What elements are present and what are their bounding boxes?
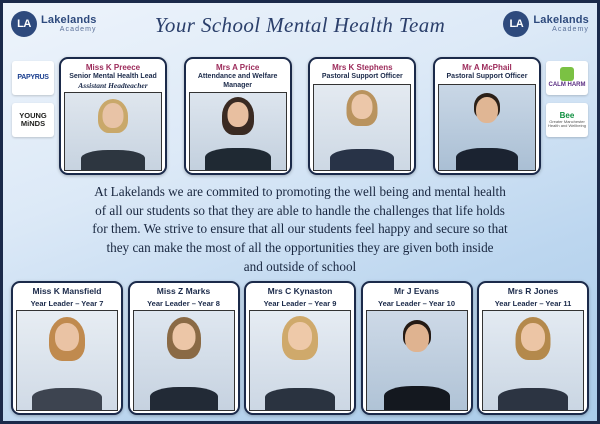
staff-card [11, 281, 123, 415]
staff-photo [366, 310, 468, 411]
staff-role: Year Leader – Year 9 [263, 298, 337, 308]
staff-role: Year Leader – Year 7 [30, 298, 104, 308]
statement-line: for them. We strive to ensure that all our students feel happy and secure so that [92, 221, 508, 237]
lakelands-crest-icon: LA [503, 11, 529, 37]
staff-photo [133, 310, 235, 411]
bee-well-logo [546, 103, 588, 137]
papyrus-logo-text: PAPYRUS [17, 74, 49, 82]
mission-statement [37, 183, 563, 277]
staff-name: Mr J Evans [394, 286, 439, 296]
staff-role-secondary: Assistant Headteacher [78, 80, 148, 90]
calm-harm-logo [546, 61, 588, 95]
staff-role: Senior Mental Health Lead [69, 73, 157, 81]
papyrus-logo [12, 61, 54, 95]
staff-name: Mrs K Stephens [332, 63, 393, 72]
staff-name: Mrs R Jones [507, 286, 559, 296]
staff-photo [482, 310, 584, 411]
lakelands-crest-icon: LA [11, 11, 37, 37]
staff-card [59, 57, 167, 175]
statement-line: they can make the most of all the opportunities they are given both inside [106, 240, 494, 256]
staff-name: Mrs C Kynaston [267, 286, 333, 296]
staff-card [308, 57, 416, 175]
staff-name: Mr A McPhail [462, 63, 512, 72]
staff-photo [438, 84, 536, 171]
staff-photo [189, 92, 287, 171]
school-logo-right-text [533, 15, 589, 34]
staff-photo [16, 310, 118, 411]
statement-line: At Lakelands we are commited to promoting the well being and mental health [94, 184, 506, 199]
staff-name: Miss Z Marks [156, 286, 211, 296]
school-name: Lakelands [41, 13, 97, 26]
staff-card [433, 57, 541, 175]
partner-logos-right [545, 61, 589, 137]
staff-role: Year Leader – Year 10 [377, 298, 455, 308]
year-leaders-row [11, 281, 589, 415]
statement-line: of all our students so that they are able to handle the challenges that life holds [95, 202, 505, 218]
statement-line: and outside of school [243, 258, 357, 274]
bee-well-logo-text: Bee [559, 110, 575, 120]
young-minds-line2: MiNDS [20, 119, 46, 128]
staff-card [361, 281, 473, 415]
staff-role: Year Leader – Year 8 [147, 298, 220, 308]
bee-well-logo-subtext: Greater Manchester Health and Wellbeing [548, 119, 586, 129]
staff-photo [313, 84, 411, 171]
staff-card [244, 281, 356, 415]
staff-name: Miss K Mansfield [32, 286, 102, 296]
young-minds-line1: YOUNG [19, 111, 47, 121]
calm-harm-logo-text: CALM HARM [548, 82, 586, 89]
staff-role: Year Leader – Year 11 [494, 298, 572, 308]
senior-team-row [59, 57, 541, 175]
staff-role: Pastoral Support Officer [321, 73, 403, 81]
school-subtitle: Academy [59, 26, 97, 34]
staff-card [128, 281, 240, 415]
page-title: Your School Mental Health Team [154, 13, 446, 37]
staff-card [184, 57, 292, 175]
staff-role: Attendance and Welfare Manager [197, 73, 278, 89]
staff-photo [64, 92, 162, 171]
staff-name: Mrs A Price [215, 63, 260, 72]
partner-logos-left [11, 61, 55, 137]
school-name: Lakelands [533, 13, 589, 26]
school-subtitle: Academy [552, 26, 589, 34]
staff-card [477, 281, 589, 415]
staff-name: Miss K Preece [85, 63, 141, 72]
school-logo-right [503, 11, 589, 37]
young-minds-logo [12, 103, 54, 137]
calm-harm-icon [560, 67, 574, 81]
staff-role: Pastoral Support Officer [446, 73, 528, 81]
staff-photo [249, 310, 351, 411]
poster-header [3, 3, 597, 51]
